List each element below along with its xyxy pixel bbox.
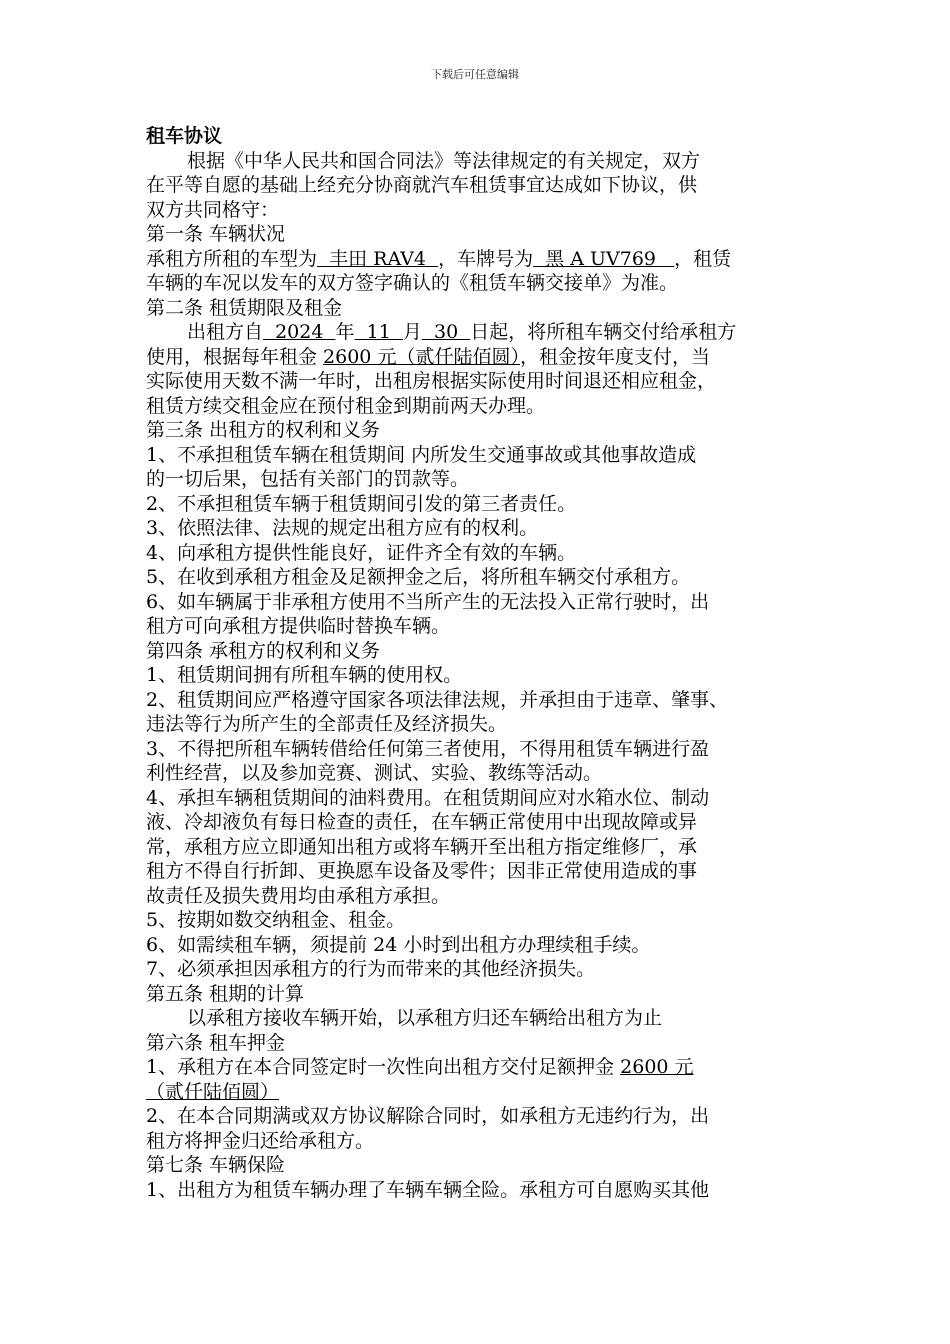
article-heading: 第六条 租车押金 [146,1031,286,1054]
preamble-line: 双方共同格守： [146,198,280,221]
clause-line: 1、不承担租赁车辆在租赁期间 内所发生交通事故或其他事故造成 [146,443,697,466]
clause-line: 利性经营，以及参加竞赛、测试、实验、教练等活动。 [146,762,603,784]
clause-line: 5、在收到承租方租金及足额押金之后，将所租车辆交付承租方。 [146,566,691,588]
start-month-field: 11 [354,321,403,343]
clause-line: 4、向承租方提供性能良好，证件齐全有效的车辆。 [146,541,577,564]
text-span: 使用，根据每年租金 [146,345,324,368]
clause-line [146,1080,816,1105]
clause-line: 违法等行为所产生的全部责任及经济损失。 [146,713,508,735]
clause-line: 3、不得把所租车辆转借给任何第三者使用，不得用租赁车辆进行盈 [146,737,710,760]
clause-line [146,1055,816,1080]
clause-line: 6、如需续租车辆，须提前 24 小时到出租方办理续租手续。 [146,933,651,956]
text-span: ，租赁 [674,247,732,270]
clause-line: 故责任及损失费用均由承租方承担。 [146,884,451,907]
text-span: 年 [335,321,355,343]
clause-line [146,320,816,345]
clause-line: 的一切后果，包括有关部门的罚款等。 [146,468,470,490]
clause-line: 车辆的车况以发车的双方签字确认的《租赁车辆交接单》为准。 [146,272,679,294]
clause-line [146,345,816,370]
start-year-field: 2024 [263,321,336,343]
deposit-amount-field: 2600 元 [620,1056,694,1078]
document-body [146,124,816,1202]
deposit-amount-words: （贰仟陆佰圆） [146,1080,280,1103]
clause-line: 租方可向承租方提供临时替换车辆。 [146,615,451,637]
plate-number-field: 黑 A UV769 [533,247,675,270]
preamble-line: 根据《中华人民共和国合同法》等法律规定的有关规定，双方 [187,149,701,172]
clause-line: 7、必须承担因承租方的行为而带来的其他经济损失。 [146,958,596,980]
text-span: 承租方所租的车型为 [146,247,318,270]
clause-line: 实际使用天数不满一年时，出租房根据实际使用时间退还相应租金， [146,370,717,392]
clause-line [146,247,816,272]
clause-line: 1、出租方为租赁车辆办理了车辆车辆全险。承租方可自愿购买其他 [146,1178,710,1201]
clause-line: 1、租赁期间拥有所租车辆的使用权。 [146,664,463,686]
header-note: 下载后可任意编辑 [431,68,519,81]
clause-line: 以承租方接收车辆开始，以承租方归还车辆给出租方为止 [187,1007,663,1029]
preamble-line: 在平等自愿的基础上经充分协商就汽车租赁事宜达成如下协议，供 [146,174,698,196]
clause-line: 2、不承担租赁车辆于租赁期间引发的第三者责任。 [146,492,577,515]
clause-line: 常，承租方应立即通知出租方或将车辆开至出租方指定维修厂，承 [146,835,698,858]
clause-line: 5、按期如数交纳租金、租金。 [146,909,406,931]
text-span: 日起，将所租车辆交付给承租方 [470,321,737,343]
start-day-field: 30 [421,321,471,343]
clause-line: 2、在本合同期满或双方协议解除合同时，如承租方无违约行为，出 [146,1105,710,1127]
text-span: 1、承租方在本合同签定时一次性向出租方交付足额押金 [146,1056,621,1078]
rent-amount-field: 2600 元（贰仟陆佰圆） [323,345,520,368]
text-span: 月 [402,321,422,343]
clause-line: 4、承担车辆租赁期间的油料费用。在租赁期间应对水箱水位、制动 [146,786,710,809]
clause-line: 2、租赁期间应严格遵守国家各项法律法规，并承担由于违章、肇事、 [146,688,729,711]
text-span: ，租金按年度支付，当 [519,345,710,368]
article-heading: 第四条 承租方的权利和义务 [146,639,381,662]
clause-line: 3、依照法律、法规的规定出租方应有的权利。 [146,517,539,539]
article-heading: 第二条 租赁期限及租金 [146,296,343,319]
clause-line: 租赁方续交租金应在预付租金到期前两天办理。 [146,394,546,417]
article-heading: 第一条 车辆状况 [146,223,286,245]
article-heading: 第五条 租期的计算 [146,982,305,1005]
article-heading: 第七条 车辆保险 [146,1154,286,1176]
clause-line: 租方将押金归还给承租方。 [146,1129,375,1152]
article-heading: 第三条 出租方的权利和义务 [146,419,381,441]
text-span: ，车牌号为 [438,247,534,270]
clause-line: 租方不得自行折卸、更换愿车设备及零件；因非正常使用造成的事 [146,860,698,882]
car-model-field: 丰田 RAV4 [317,247,439,270]
clause-line: 液、冷却液负有每日检查的责任，在车辆正常使用中出现故障或异 [146,811,698,833]
clause-line: 6、如车辆属于非承租方使用不当所产生的无法投入正常行驶时，出 [146,590,710,613]
document-title: 租车协议 [146,125,223,147]
text-span: 出租方自 [187,321,264,343]
